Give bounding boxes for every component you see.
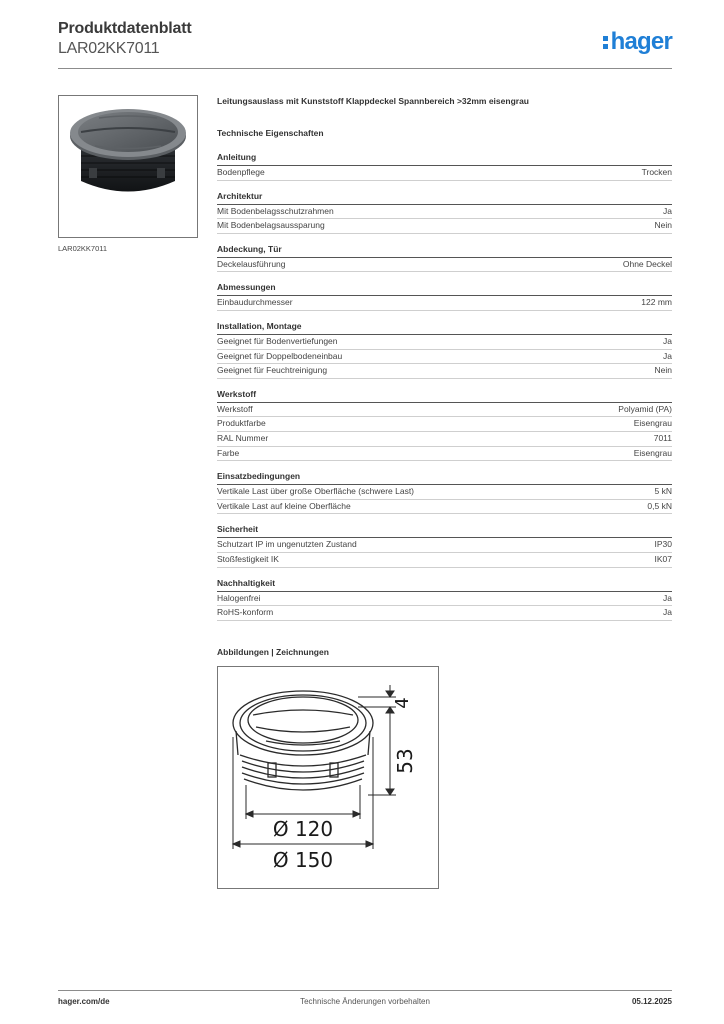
spec-row <box>217 500 672 515</box>
spec-row <box>217 219 672 234</box>
product-photo <box>58 95 198 238</box>
spec-label: Vertikale Last über große Oberfläche (schwere Last) <box>217 486 415 497</box>
section-heading: Installation, Montage <box>217 321 672 335</box>
section-heading: Einsatzbedingungen <box>217 471 672 485</box>
article-number: LAR02KK7011 <box>58 40 160 57</box>
spec-value: Ja <box>663 350 672 361</box>
spec-section <box>217 389 672 461</box>
spec-row <box>217 335 672 350</box>
spec-value: IK07 <box>654 553 672 564</box>
spec-row <box>217 403 672 418</box>
spec-row <box>217 166 672 181</box>
logo-text: hager <box>610 28 672 55</box>
footer-website-link[interactable]: hager.com/de <box>58 997 110 1006</box>
document-title: Produktdatenblatt <box>58 20 192 37</box>
technical-drawing <box>217 666 439 889</box>
spec-label: Geeignet für Doppelbodeneinbau <box>217 350 343 361</box>
spec-label: Deckelausführung <box>217 258 286 269</box>
spec-row <box>217 553 672 568</box>
spec-label: Stoßfestigkeit IK <box>217 553 279 564</box>
spec-section <box>217 152 672 181</box>
spec-label: Farbe <box>217 447 240 458</box>
footer-divider <box>58 990 672 991</box>
section-heading: Werkstoff <box>217 389 672 403</box>
spec-value: 0,5 kN <box>647 500 672 511</box>
header-divider <box>58 68 672 69</box>
spec-value: Ja <box>663 205 672 216</box>
section-heading: Architektur <box>217 191 672 205</box>
page-footer <box>58 997 672 1011</box>
spec-value: Polyamid (PA) <box>618 403 672 414</box>
page-header <box>58 20 672 70</box>
spec-row <box>217 258 672 273</box>
spec-value: Nein <box>654 220 672 231</box>
spec-row <box>217 485 672 500</box>
spec-value: 122 mm <box>641 297 672 308</box>
dimension-inner-diameter: Ø 120 <box>272 817 334 841</box>
figures-title: Abbildungen | Zeichnungen <box>217 647 329 657</box>
logo-colon-icon <box>603 34 608 50</box>
spec-section <box>217 244 672 273</box>
spec-label: Bodenpflege <box>217 167 265 177</box>
footer-note: Technische Änderungen vorbehalten <box>300 997 430 1006</box>
section-heading: Anleitung <box>217 152 672 166</box>
spec-label: Mit Bodenbelagsaussparung <box>217 220 325 231</box>
dimension-drawing-icon <box>218 667 438 888</box>
spec-value: IP30 <box>654 539 672 550</box>
spec-section <box>217 524 672 567</box>
spec-row <box>217 447 672 462</box>
spec-label: Schutzart IP im ungenutzten Zustand <box>217 539 357 550</box>
spec-label: Halogenfrei <box>217 592 261 603</box>
spec-row <box>217 364 672 379</box>
spec-row <box>217 296 672 311</box>
spec-value: Eisengrau <box>633 418 672 429</box>
product-title: Leitungsauslass mit Kunststoff Klappdeckel Spannbereich >32mm eisengrau <box>217 96 529 106</box>
dimension-height-small: 4 <box>392 697 413 709</box>
spec-row <box>217 350 672 365</box>
section-heading: Nachhaltigkeit <box>217 578 672 592</box>
spec-row <box>217 205 672 220</box>
spec-value: Nein <box>654 365 672 376</box>
spec-value: 5 kN <box>654 486 672 497</box>
spec-label: Produktfarbe <box>217 418 266 429</box>
spec-section <box>217 471 672 514</box>
spec-row <box>217 538 672 553</box>
spec-value: Eisengrau <box>633 447 672 458</box>
spec-value: Ja <box>663 592 672 603</box>
spec-label: RoHS-konform <box>217 607 274 618</box>
spec-value: Ja <box>663 607 672 618</box>
spec-label: Einbaudurchmesser <box>217 297 293 308</box>
spec-label: RAL Nummer <box>217 432 269 443</box>
spec-sections <box>217 152 672 621</box>
spec-value: Trocken <box>641 167 672 177</box>
photo-caption: LAR02KK7011 <box>58 244 108 253</box>
spec-label: Mit Bodenbelagsschutzrahmen <box>217 205 334 216</box>
section-heading: Abmessungen <box>217 282 672 296</box>
spec-row <box>217 592 672 607</box>
spec-label: Werkstoff <box>217 403 253 414</box>
spec-row <box>217 417 672 432</box>
dimension-outer-diameter: Ø 150 <box>272 848 334 872</box>
floor-outlet-photo-icon <box>59 96 197 237</box>
spec-label: Geeignet für Feuchtreinigung <box>217 365 328 376</box>
spec-section <box>217 282 672 311</box>
spec-value: 7011 <box>653 432 672 443</box>
specification-content <box>217 96 672 631</box>
hager-logo <box>603 28 672 56</box>
section-heading: Abdeckung, Tür <box>217 244 672 258</box>
dimension-height: 53 <box>393 748 417 774</box>
specs-subtitle: Technische Eigenschaften <box>217 128 324 138</box>
section-heading: Sicherheit <box>217 524 672 538</box>
spec-value: Ja <box>663 335 672 346</box>
spec-value: Ohne Deckel <box>622 258 672 269</box>
spec-row <box>217 432 672 447</box>
spec-section <box>217 191 672 234</box>
spec-row <box>217 606 672 621</box>
spec-section <box>217 321 672 379</box>
spec-label: Vertikale Last auf kleine Oberfläche <box>217 500 351 511</box>
spec-section <box>217 578 672 621</box>
spec-label: Geeignet für Bodenvertiefungen <box>217 335 338 346</box>
footer-date: 05.12.2025 <box>631 997 672 1006</box>
